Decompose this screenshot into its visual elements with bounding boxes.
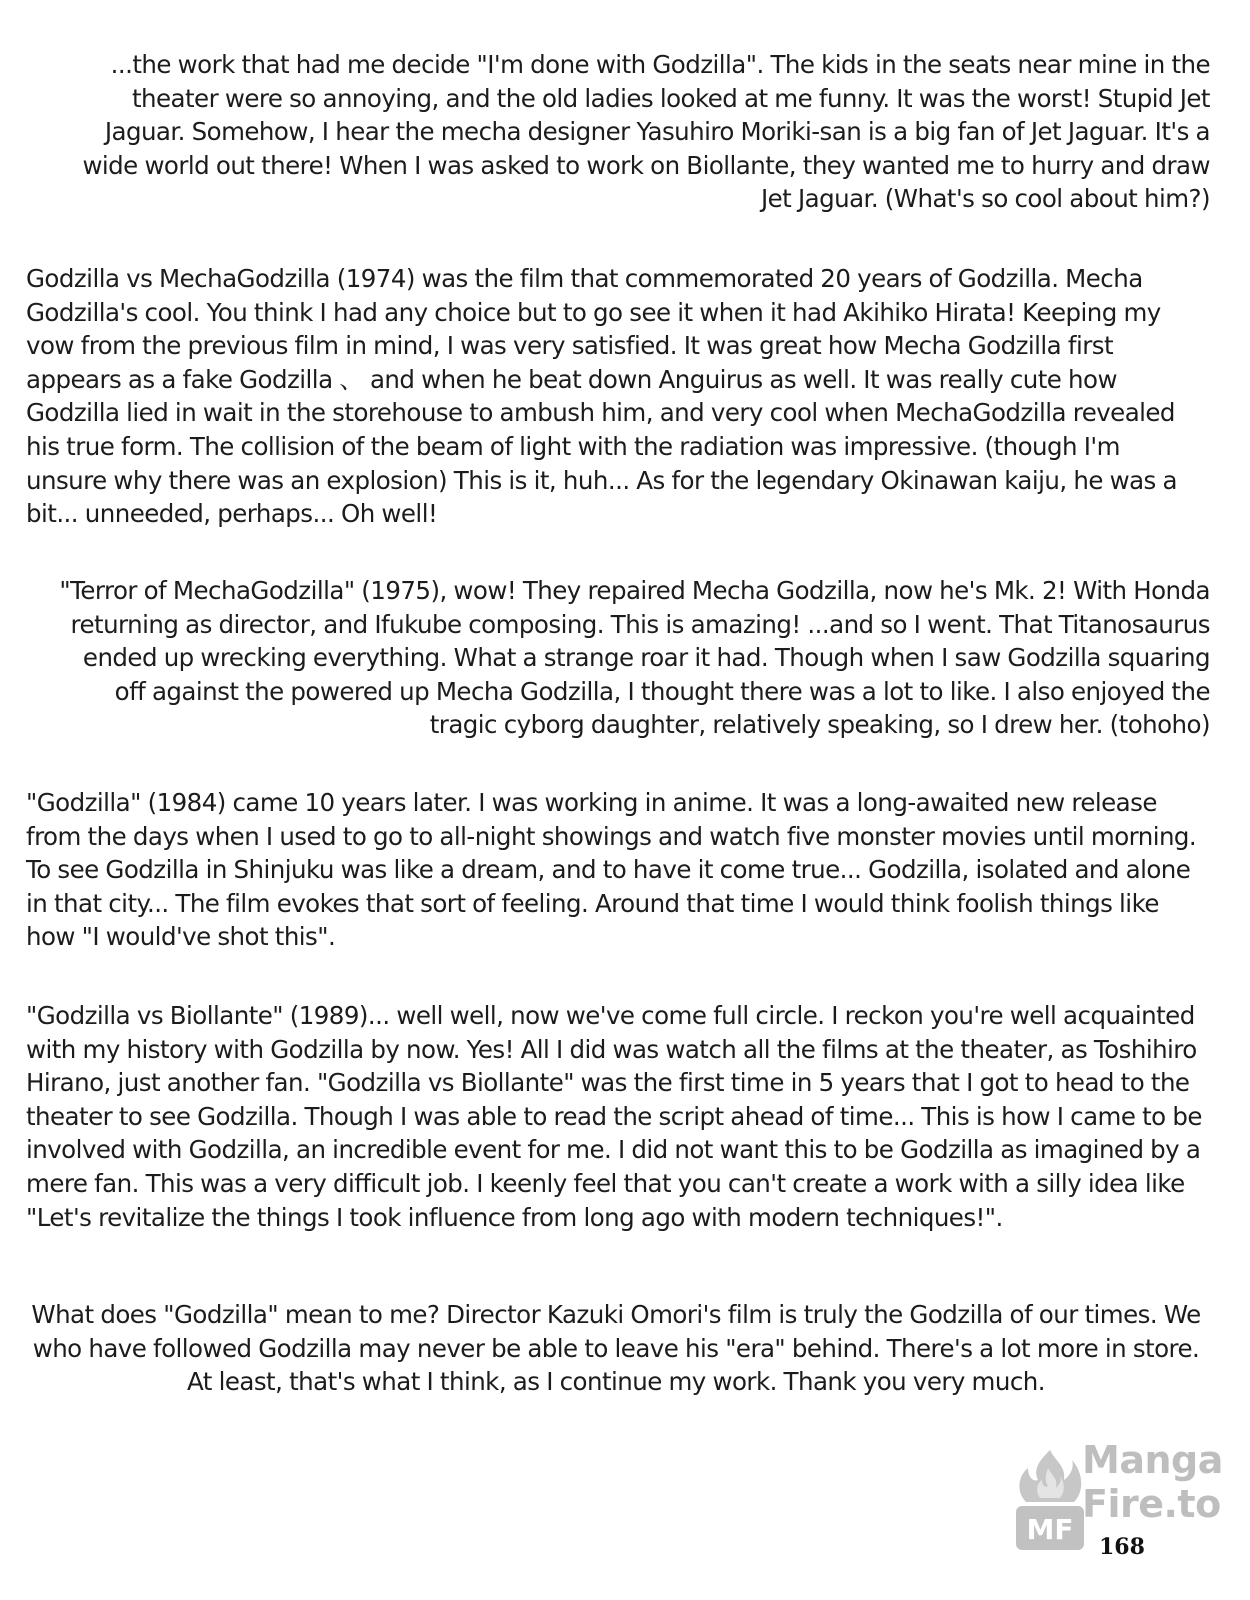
page-number: 168 — [1099, 1534, 1145, 1560]
svg-text:MF: MF — [1026, 1513, 1074, 1546]
paragraph-closing: What does "Godzilla" mean to me? Director Kazuki Omori's film is truly the Godzilla of our times. We who have followed Godzilla may never be able to leave his "era" behind. There's a lot more in store. At least, that's what I think, as I continue my work. Thank you very much. — [31, 1300, 1201, 1397]
watermark-line-fire: Fire.to — [1082, 1482, 1221, 1526]
flame-logo-icon — [1010, 1446, 1090, 1556]
paragraph-godzilla-1984: "Godzilla" (1984) came 10 years later. I was working in anime. It was a long-awaited new release from the days when I used to go to all-night showings and watch five monster movies until morning. To see Godzilla in Shinjuku was like a dream, and to have it come true... Godzilla, isolated and alone in that city... The film evokes that sort of feeling. Around that time I would think foolish things like how "I would've shot this". — [26, 788, 1197, 952]
paragraph-mechagodzilla-1974: Godzilla vs MechaGodzilla (1974) was the film that commemorated 20 years of Godzilla. Mecha Godzilla's cool. You think I had any choice but to go see it when it had Akihiko Hirata! Keeping my vow from the previous film in mind, I was very satisfied. It was great how Mecha Godzilla first appears as a fake Godzilla 、 and when he beat down Anguirus as well. It was really cute how Godzilla lied in wait in the storehouse to ambush him, and very cool when MechaGodzilla revealed his true form. The collision of the beam of light with the radiation was impressive. (though I'm unsure why there was an explosion) This is it, huh... As for the legendary Okinawan kaiju, he was a bit... unneeded, perhaps... Oh well! — [26, 264, 1177, 529]
watermark-line-manga: Manga — [1082, 1438, 1223, 1482]
paragraph-terror-of-mechagodzilla: "Terror of MechaGodzilla" (1975), wow! They repaired Mecha Godzilla, now he's Mk. 2! With Honda returning as director, and Ifukube composing. This is amazing! ...and so I went. That Titanosaurus ended up wrecking everything. What a strange roar it had. Though when I saw Godzilla squaring off against the powered up Mecha Godzilla, I thought there was a lot to like. I also enjoyed the tragic cyborg daughter, relatively speaking, so I drew her. (tohoho) — [59, 576, 1210, 740]
paragraph-godzilla-vs-biollante: "Godzilla vs Biollante" (1989)... well well, now we've come full circle. I reckon you're well acquainted with my history with Godzilla by now. Yes! All I did was watch all the films at the theater, as Toshihiro Hirano, just another fan. "Godzilla vs Biollante" was the first time in 5 years that I got to head to the theater to see Godzilla. Though I was able to read the script ahead of time... This is how I came to be involved with Godzilla, an incredible event for me. I did not want this to be Godzilla as imagined by a mere fan. This was a very difficult job. I keenly feel that you can't create a work with a silly idea like "Let's revitalize the things I took influence from long ago with modern techniques!". — [26, 1001, 1202, 1232]
paragraph-jet-jaguar: ...the work that had me decide "I'm done with Godzilla". The kids in the seats near mine in the theater were so annoying, and the old ladies looked at me funny. It was the worst! Stupid Jet Jaguar. Somehow, I hear the mecha designer Yasuhiro Moriki-san is a big fan of Jet Jaguar. It's a wide world out there! When I was asked to work on Biollante, they wanted me to hurry and draw Jet Jaguar. (What's so cool about him?) — [82, 50, 1210, 214]
